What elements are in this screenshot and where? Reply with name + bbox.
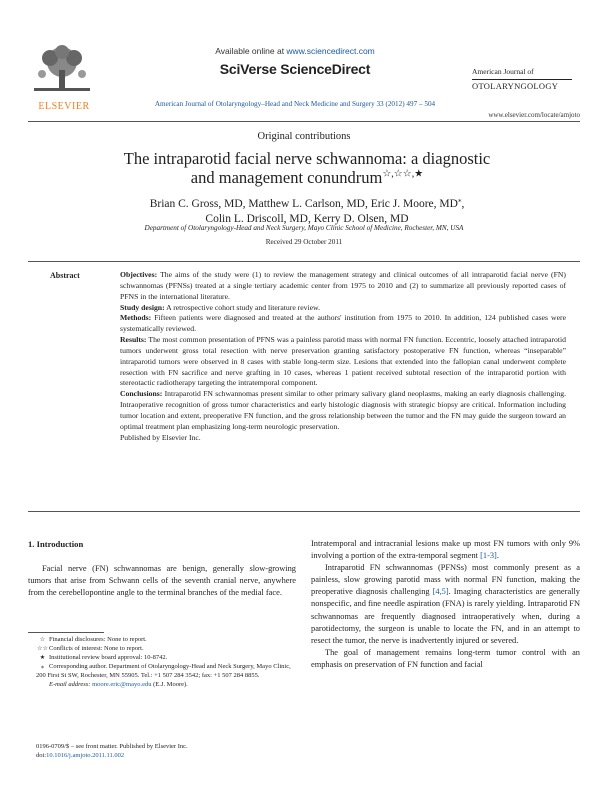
sciencedirect-link[interactable]: www.sciencedirect.com [286,46,375,56]
elsevier-logo [28,44,100,110]
authors-line2: Colin L. Driscoll, MD, Kerry D. Olsen, MD [205,212,409,225]
author-list [60,193,554,227]
doi-prefix: doi: [36,752,47,759]
article-section: Original contributions [257,131,351,142]
affiliation: Department of Otolaryngology-Head and Neck Surgery, Mayo Clinic School of Medicine, Rochester, MN, USA [144,224,464,232]
abstract-top-divider [28,261,580,262]
design-label: Study design: [120,302,165,312]
issn-block [36,742,294,760]
results-text: The most common presentation of PFNS was a painless parotid mass with normal FN function. Eccentric, loosely attached intraparotid tumors underwent gross total resection with nerve preservation granting satisfactory postoperative FN function, whereas “inseparable” intraparotid tumors were observed in 8 cases with stable long-term size. Lesions that extended into the fallopian canal underwent complete resection with FN sacrifice and nerve grafting in 10 cases, whereas 1 patient received subtotal resection of the intraparotid portion with stereotactic radiotherapy targeting the intratemporal component. [120,335,566,388]
journal-url[interactable]: www.elsevier.com/locate/amjoto [488,111,580,119]
footnote-3-mark: ★ [39,654,46,661]
objectives-label: Objectives: [120,270,158,279]
abstract-body [120,270,566,444]
abstract-methods [120,313,566,335]
title-footnote-marks[interactable]: ☆,☆☆,★ [382,168,424,180]
abstract-objectives [120,270,566,303]
footnote-3 [36,654,294,663]
conclusions-label: Conclusions: [120,389,163,399]
title-line2: and management conundrum [190,168,383,187]
right-paragraph-1-text: Intratemporal and intracranial lesions make up most FN tumors with only 9% involving a portion of the extra-temporal segment [311,539,580,561]
abstract-bottom-divider [28,511,580,512]
abstract-design [120,303,566,314]
design-text: A retrospective cohort study and literature review. [164,302,320,312]
footnote-2-text: Conflicts of interest: None to report. [49,644,144,652]
footnote-2 [36,645,294,654]
right-paragraph-1-end: . [496,551,499,561]
footnote-1 [36,636,294,645]
right-paragraph-1 [311,538,580,562]
header-divider [28,121,580,122]
available-prefix: Available online at [215,46,287,56]
journal-logo-line1: American Journal of [472,66,572,80]
received-date: Received 29 October 2011 [265,238,343,246]
abstract-results [120,335,566,389]
right-column [311,538,580,671]
right-paragraph-2 [311,562,580,647]
left-paragraph-1: Facial nerve (FN) schwannomas are benign, generally slow-growing tumors that arise from Schwann cells of the seventh cranial nerve, anywhere from the cerebellopontine angle to the terminal branches of the medial face. [28,564,296,598]
left-column [28,538,296,599]
doi-line [36,751,294,760]
article-title [60,149,554,187]
right-paragraph-2-text: Intraparotid FN schwannomas (PFNSs) most commonly present as a painless, slow growing parotid mass with normal FN function, making the preoperative diagnosis challenging [311,563,580,597]
author-email-link[interactable]: moore.eric@mayo.edu [92,680,152,688]
title-line1: The intraparotid facial nerve schwannoma: a diagnostic [123,149,491,168]
right-paragraph-2-end: . Imaging characteristics are generally nonspecific, and fine needle aspiration (FNA) is rarely yielding. Intraparotid FN schwannomas are frequently diagnosed intraoperatively when, during a parotidectomy, the surgeon is unable to locate the FN, and in an attempt to resect the tumor, the nerve is inadvertently injured or severed. [311,587,580,645]
footnote-4 [36,663,294,681]
elsevier-tree-icon [28,44,96,94]
publisher-name: ELSEVIER [38,101,90,112]
footnote-2-mark: ☆☆ [37,645,48,652]
reference-link-1-3[interactable]: [1-3] [480,551,497,561]
issn-line: 0196-0709/$ – see front matter. Published by Elsevier Inc. [36,743,188,750]
reference-link-4-5[interactable]: [4,5] [432,587,449,597]
journal-citation[interactable]: American Journal of Otolaryngology–Head and Neck Medicine and Surgery 33 (2012) 497 – 504 [154,100,436,108]
authors-line1: Brian C. Gross, MD, Matthew L. Carlson, MD, Eric J. Moore, MD [149,197,458,210]
email-label: E-mail address: [49,680,91,688]
authors-line1-end: , [461,197,465,210]
abstract-conclusions [120,389,566,432]
conclusions-text: Intraparotid FN schwannomas present similar to other primary salivary gland neoplasms, making an early diagnosis challenging. Intraoperative recognition of gross tumor characteristics and early histologic diagnosis with strategic biopsy are critical. Information including tumor location and extent, preoperative FN function, and the gross relationship between the tumor and the FN may guide the surgeon toward an optimal treatment plan emphasizing long-term neurologic preservation. [120,389,566,431]
footnote-4-mark: ⁎ [41,663,44,670]
methods-text: Fifteen patients were diagnosed and treated at the authors' institution from 1975 to 2010. In addition, 124 published cases were systematically reviewed. [120,313,566,334]
email-owner: (E.J. Moore). [151,680,188,688]
footnote-email [36,681,294,690]
footnote-4-text: Corresponding author. Department of Otolaryngology-Head and Neck Surgery, Mayo Clinic, 200 First St SW, Rochester, MN 55905. Tel.: +1 507 284 3542; fax: +1 507 284 8855. [36,662,291,679]
doi-link[interactable]: 10.1016/j.amjoto.2011.11.002 [46,752,125,759]
availability-line [120,46,470,56]
methods-label: Methods: [120,313,152,323]
footnote-1-mark: ☆ [39,637,46,643]
footnote-1-text: Financial disclosures: None to report. [49,636,147,643]
corresponding-author-mark[interactable]: ⁎ [457,196,462,204]
abstract-publisher-note: Published by Elsevier Inc. [120,432,201,442]
objectives-text: The aims of the study were (1) to review the management strategy and clinical outcomes of all intraparotid facial nerve (FN) schwannomas (PFNSs) treated at a single tertiary academic center from 1975 to 2010 and (2) to summarize all previously reported cases of PFNS in the international literature. [120,270,566,301]
footnotes [36,636,294,689]
footnote-3-text: Institutional review board approval: 10-8742. [49,653,168,661]
footnote-divider [28,632,104,633]
abstract-label: Abstract [50,271,80,280]
intro-heading: 1. Introduction [28,539,84,549]
platform-name: SciVerse ScienceDirect [219,61,371,77]
journal-logo [472,66,572,92]
results-label: Results: [120,335,147,345]
journal-logo-line2: OTOLARYNGOLOGY [472,81,559,91]
right-paragraph-3: The goal of management remains long-term tumor control with an emphasis on preservation of FN function and facial [311,647,580,669]
